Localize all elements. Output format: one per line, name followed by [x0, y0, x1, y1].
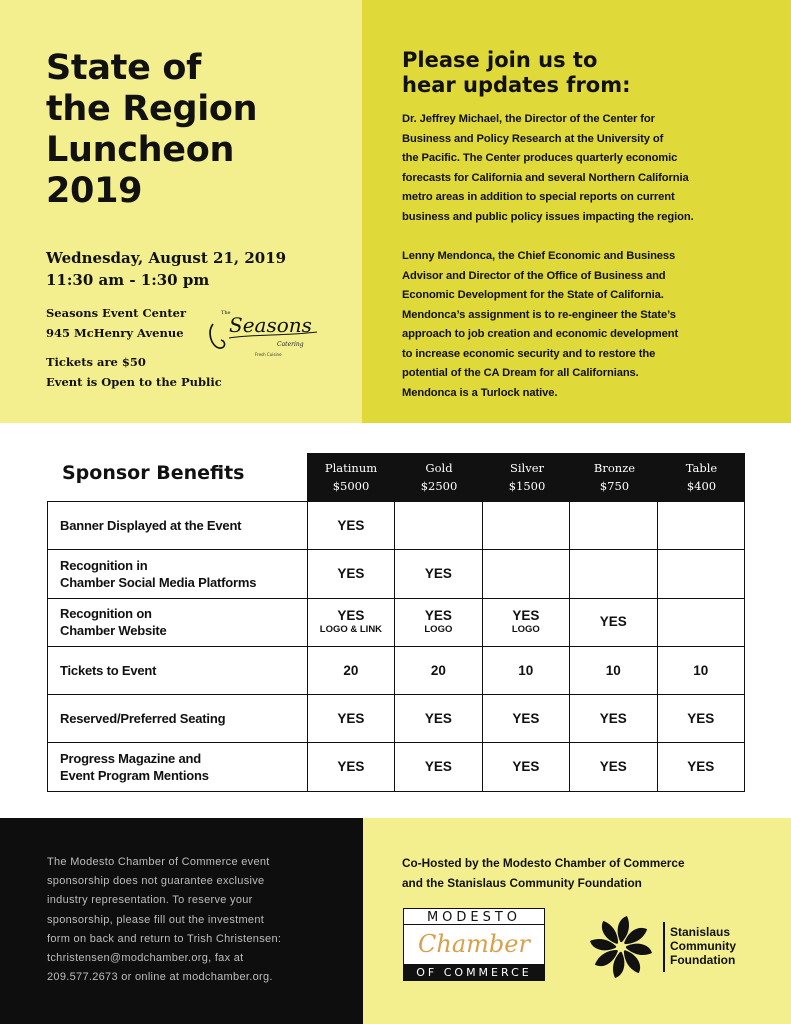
- benefit-cell: [395, 550, 482, 598]
- benefit-cell: [395, 598, 482, 646]
- benefit-label-line: Progress Magazine and: [60, 751, 202, 767]
- benefit-value-note: LOGO & LINK: [319, 624, 383, 636]
- bio-line: Business and Policy Research at the University of: [402, 132, 664, 145]
- benefit-row: [48, 743, 745, 791]
- tier-header-table: [658, 453, 745, 501]
- cohost-line: and the Stanislaus Community Foundation: [402, 876, 642, 890]
- tier-header-platinum: [307, 453, 395, 501]
- benefit-value: 10: [693, 662, 709, 678]
- benefit-cell: [657, 598, 745, 646]
- join-heading-line: hear updates from:: [402, 73, 631, 97]
- benefit-cell: [657, 695, 745, 743]
- benefit-value: 20: [343, 662, 359, 678]
- title-line: the Region: [46, 89, 258, 129]
- benefit-value: YES: [424, 608, 452, 624]
- mcc-logo-bottom: OF COMMERCE: [403, 964, 545, 981]
- bio-line: the Director of the Center for: [501, 113, 655, 125]
- title-line: State of: [46, 48, 202, 88]
- event-date: Wednesday, August 21, 2019: [46, 249, 287, 267]
- benefit-value: YES: [687, 759, 715, 775]
- bio-line: metro areas in addition to special reports on current: [402, 191, 675, 203]
- benefit-cell: [657, 550, 745, 598]
- sponsor-benefits-table: [47, 501, 745, 792]
- benefit-cell: [307, 502, 394, 550]
- benefit-label: [48, 743, 308, 791]
- tier-name: Bronze: [593, 461, 636, 475]
- benefit-value: 10: [518, 662, 534, 678]
- tier-header-bronze: [571, 453, 658, 501]
- benefit-row: [48, 646, 745, 694]
- speaker-bio-michael: [402, 110, 752, 227]
- bio-line: the Chief Economic and Business: [494, 250, 676, 262]
- benefit-value: YES: [337, 759, 365, 775]
- benefit-cell: [482, 695, 569, 743]
- benefit-cell: [570, 550, 657, 598]
- mcc-logo-mid: Chamber: [403, 925, 545, 964]
- benefit-cell: [570, 502, 657, 550]
- benefit-cell: [395, 695, 482, 743]
- venue-address: 945 McHenry Avenue: [46, 326, 184, 340]
- tier-name: Gold: [425, 461, 453, 475]
- benefit-label-line: Tickets to Event: [60, 663, 157, 679]
- benefit-cell: [482, 502, 569, 550]
- mcc-logo-top: MODESTO: [403, 908, 545, 925]
- benefit-cell: [570, 743, 657, 791]
- benefit-value: YES: [599, 759, 627, 775]
- bio-line: Economic Development for the State of California.: [402, 289, 664, 301]
- benefit-cell: [657, 743, 745, 791]
- venue-name: Seasons Event Center: [46, 306, 187, 320]
- tier-price: $1500: [508, 479, 546, 493]
- stanislaus-foundation-logo-text: [670, 925, 736, 967]
- tier-price: $750: [599, 479, 630, 493]
- seasons-logo-text: Seasons: [229, 313, 312, 337]
- benefit-cell: [482, 598, 569, 646]
- benefit-cell: [395, 743, 482, 791]
- benefit-cell: [570, 598, 657, 646]
- disclaimer-line: form on back and return to Trish Christensen:: [47, 932, 282, 945]
- tier-name: Silver: [509, 461, 545, 475]
- bio-line: business and public policy issues impacting the region.: [402, 210, 694, 223]
- event-open-note: Event is Open to the Public: [46, 375, 222, 389]
- bio-line: the Pacific. The Center produces quarterly economic: [402, 152, 678, 164]
- benefit-value: YES: [424, 565, 452, 581]
- scf-line: Community: [670, 939, 736, 953]
- benefit-cell: [657, 646, 745, 694]
- benefit-value: YES: [599, 710, 627, 726]
- benefit-cell: [395, 502, 482, 550]
- title-line: Luncheon: [46, 130, 235, 170]
- benefit-value: YES: [424, 759, 452, 775]
- speaker-name: Dr. Jeffrey Michael,: [402, 113, 502, 125]
- benefit-value: YES: [512, 759, 540, 775]
- benefit-cell: [482, 743, 569, 791]
- bio-line: forecasts for California and several Northern California: [402, 171, 689, 184]
- benefit-value-note: LOGO: [424, 624, 453, 636]
- join-heading: [402, 48, 772, 98]
- benefit-label-line: Recognition on: [60, 606, 152, 622]
- tier-price: $2500: [420, 479, 458, 493]
- scf-line: Foundation: [670, 953, 736, 967]
- modesto-chamber-logo: [403, 908, 545, 982]
- bio-line: approach to job creation and economic development: [402, 328, 679, 340]
- benefit-label: [48, 646, 308, 694]
- benefit-value: YES: [337, 710, 365, 726]
- tier-price: $5000: [332, 479, 370, 493]
- benefit-label-line: Chamber Website: [60, 623, 167, 639]
- benefit-cell: [307, 598, 394, 646]
- benefit-value: YES: [512, 608, 540, 624]
- benefit-cell: [307, 646, 394, 694]
- disclaimer-line: industry representation. To reserve your: [47, 894, 253, 907]
- tier-header-silver: [483, 453, 571, 501]
- tier-price: $400: [686, 479, 717, 493]
- disclaimer-line[interactable]: 209.577.2673 or online at modchamber.org.: [47, 971, 273, 984]
- benefit-label: [48, 550, 308, 598]
- title-line: 2019: [46, 171, 143, 211]
- bio-line: Mendonca is a Turlock native.: [402, 386, 558, 399]
- benefit-value: YES: [512, 710, 540, 726]
- benefit-value: YES: [424, 710, 452, 726]
- disclaimer-line: sponsorship does not guarantee exclusive: [47, 875, 265, 888]
- tier-name: Platinum: [324, 461, 378, 475]
- benefit-cell: [307, 743, 394, 791]
- benefit-label-line: Recognition in: [60, 557, 148, 573]
- tier-header-gold: [395, 453, 483, 501]
- cohost-text: [402, 853, 762, 893]
- benefit-row: [48, 502, 745, 550]
- scf-logo-divider: [663, 922, 665, 972]
- sponsorship-disclaimer: [47, 853, 337, 987]
- benefit-value-note: LOGO: [511, 624, 540, 636]
- benefit-label-line: Event Program Mentions: [60, 768, 209, 784]
- benefit-cell: [657, 502, 745, 550]
- tier-name: Table: [685, 461, 718, 475]
- benefit-cell: [570, 695, 657, 743]
- seasons-logo-catering: Catering: [277, 341, 304, 348]
- speaker-bio-mendonca: [402, 247, 752, 403]
- benefit-cell: [482, 646, 569, 694]
- benefit-value: YES: [687, 710, 715, 726]
- benefit-label-line: Reserved/Preferred Seating: [60, 711, 226, 727]
- benefit-label-line: Banner Displayed at the Event: [60, 518, 242, 534]
- event-title: [46, 48, 346, 212]
- join-heading-line: Please join us to: [402, 48, 598, 72]
- benefit-value: YES: [337, 608, 365, 624]
- disclaimer-line: sponsorship, please fill out the investment: [47, 913, 265, 926]
- benefit-cell: [307, 550, 394, 598]
- bio-line: potential of the CA Dream for all Californians.: [402, 367, 639, 379]
- bio-line: Mendonca’s assignment is to re-engineer the State’s: [402, 308, 676, 321]
- ticket-price: Tickets are $50: [46, 355, 146, 369]
- scf-line: Stanislaus: [670, 925, 731, 939]
- disclaimer-line: The Modesto Chamber of Commerce event: [47, 856, 270, 868]
- bio-line: Advisor and Director of the Office of Business and: [402, 269, 666, 282]
- benefit-row: [48, 550, 745, 598]
- seasons-logo: [205, 302, 333, 362]
- benefit-value: 20: [430, 662, 446, 678]
- benefit-value: YES: [337, 517, 365, 533]
- seasons-logo-the: The: [221, 310, 231, 316]
- stanislaus-foundation-logo-icon: [586, 912, 656, 982]
- cohost-line: Co-Hosted by the Modesto Chamber of Commerce: [402, 856, 685, 870]
- benefit-label-line: Chamber Social Media Platforms: [60, 574, 257, 590]
- benefit-cell: [307, 695, 394, 743]
- benefit-cell: [395, 646, 482, 694]
- benefit-label: [48, 502, 308, 550]
- benefit-cell: [482, 550, 569, 598]
- benefit-label: [48, 695, 308, 743]
- benefit-value: YES: [337, 565, 365, 581]
- disclaimer-line[interactable]: tchristensen@modchamber.org, fax at: [47, 952, 244, 965]
- benefit-row: [48, 695, 745, 743]
- bio-line: to increase economic security and to restore the: [402, 347, 656, 360]
- seasons-logo-tagline: Fresh Cuisine: [255, 352, 282, 357]
- benefit-row: [48, 598, 745, 646]
- benefit-label: [48, 598, 308, 646]
- benefit-value: 10: [605, 662, 621, 678]
- event-time: 11:30 am - 1:30 pm: [46, 271, 210, 289]
- speaker-name: Lenny Mendonca,: [402, 250, 495, 262]
- sponsor-benefits-title: Sponsor Benefits: [62, 462, 245, 484]
- benefit-value: YES: [599, 614, 627, 630]
- benefit-cell: [570, 646, 657, 694]
